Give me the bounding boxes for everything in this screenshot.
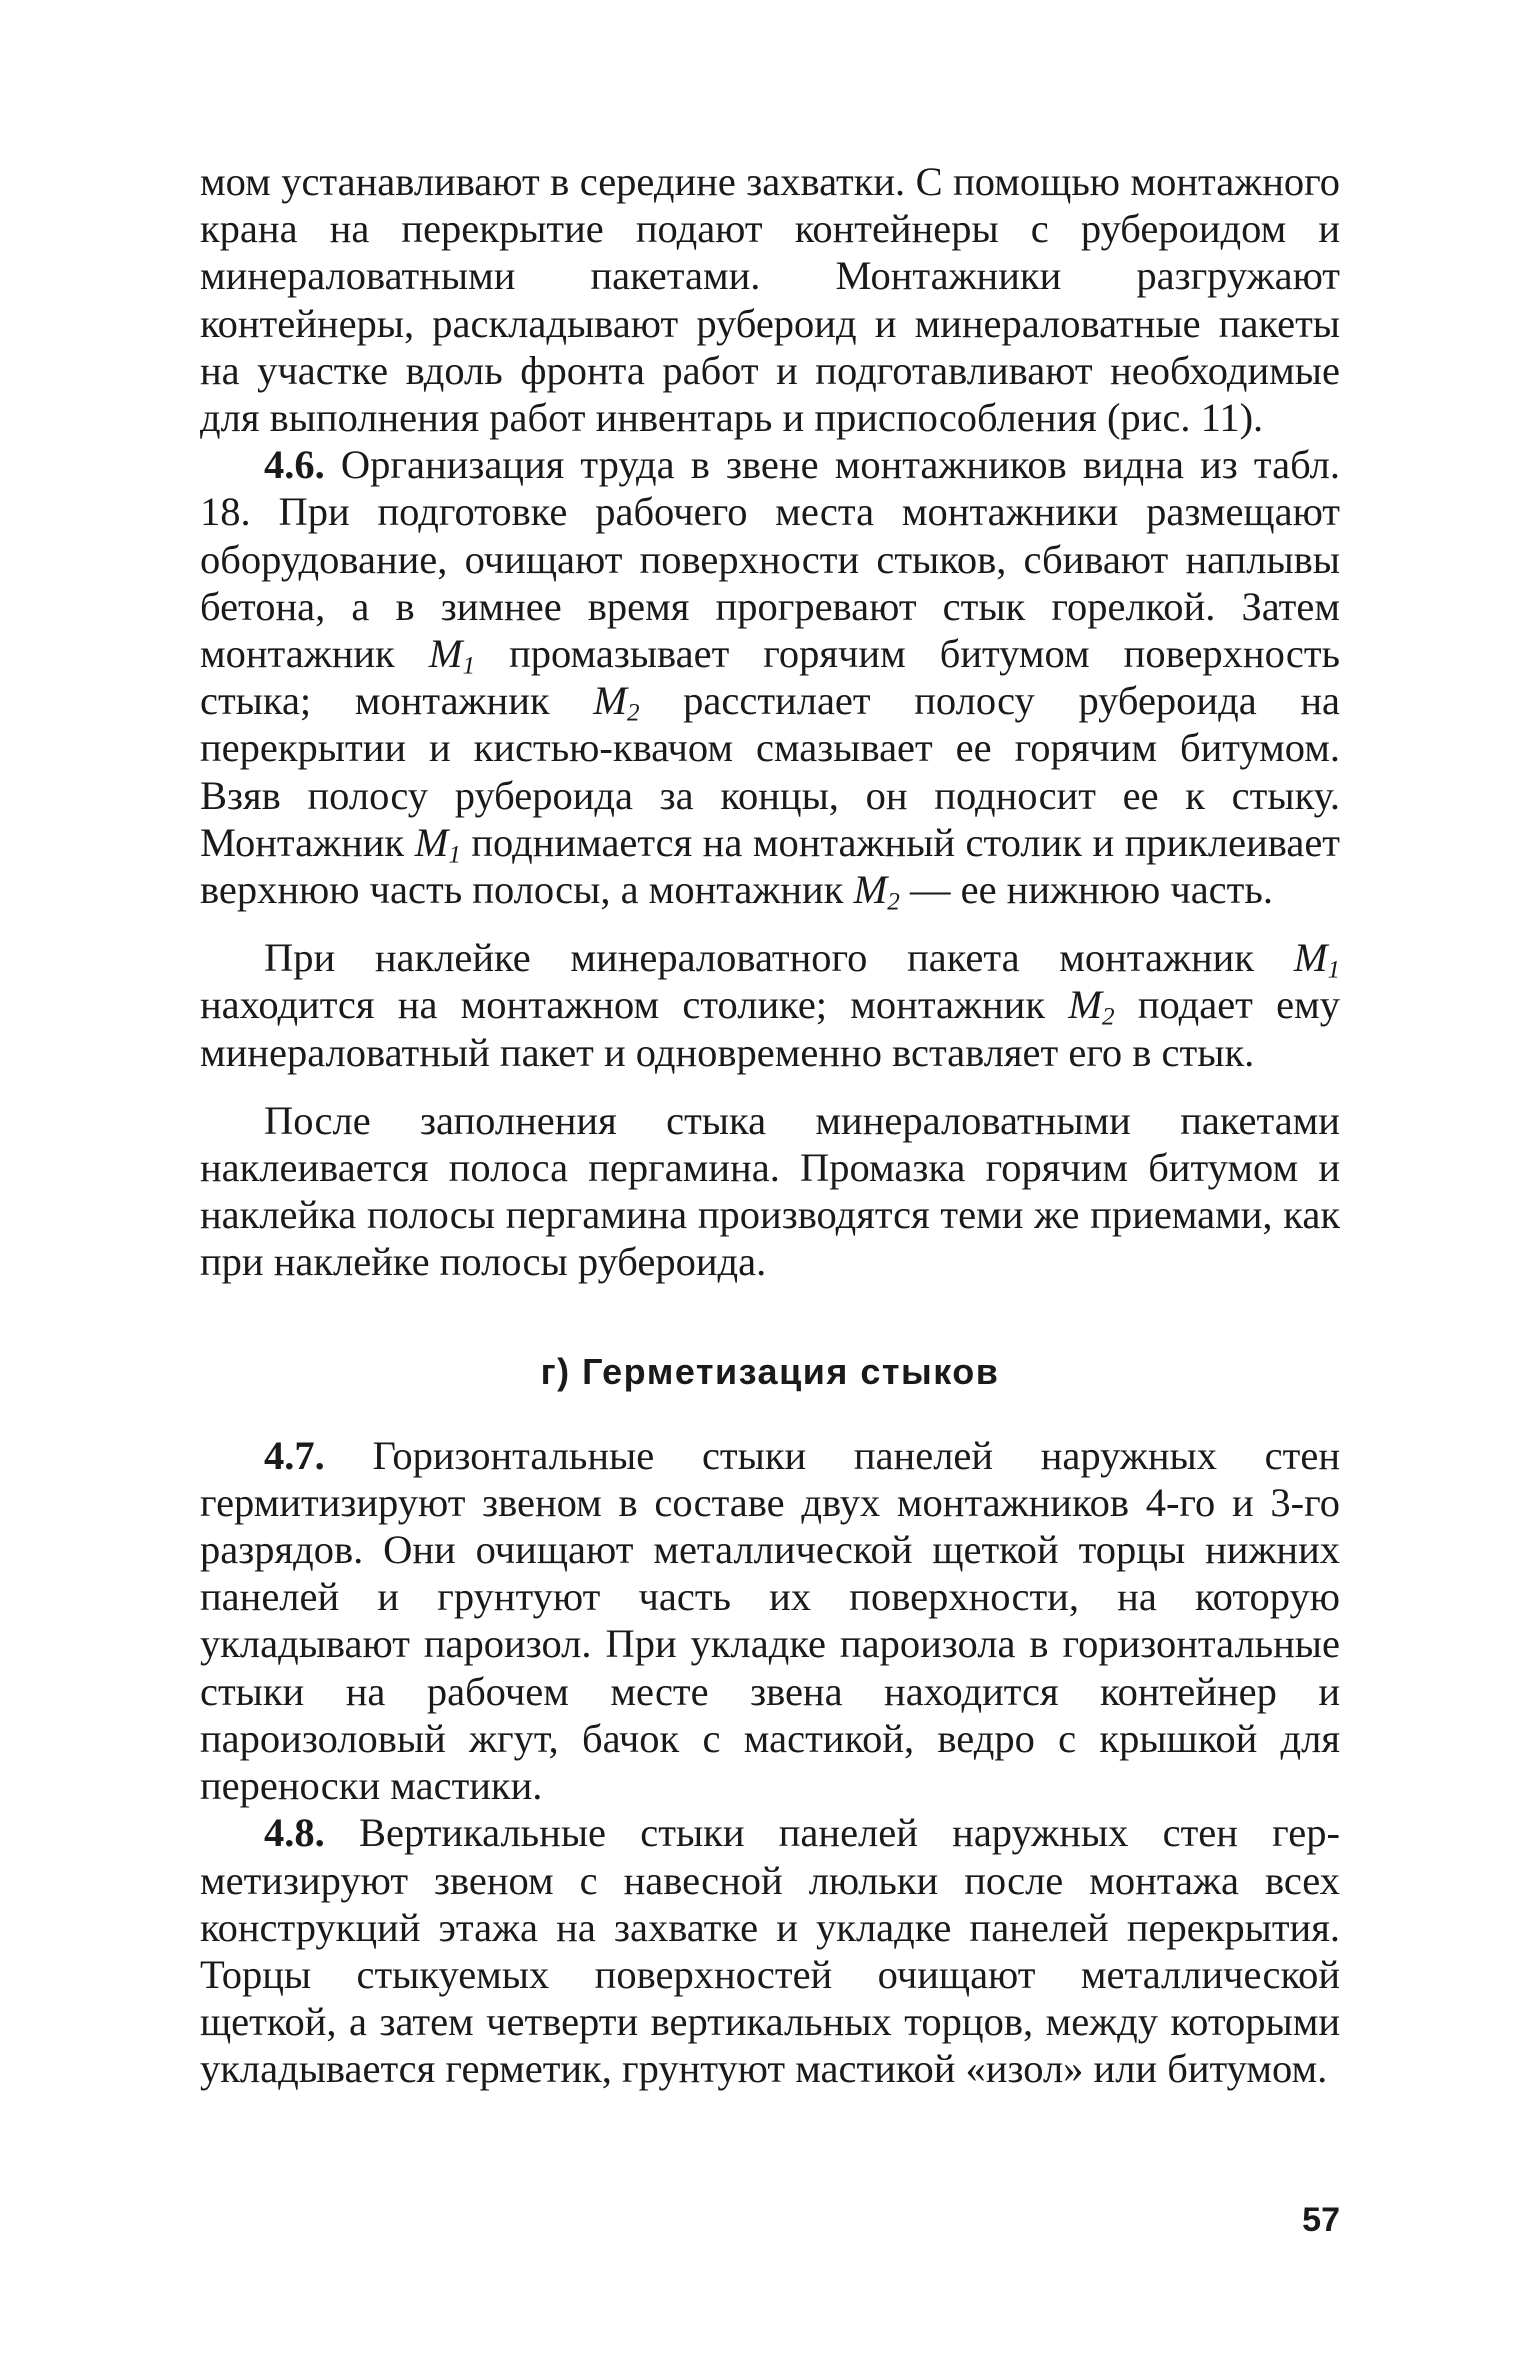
symbol-m2: $M_2$ <box>593 678 640 727</box>
text-segment: Организация труда в звене монтажников видна из табл. 18. При подготовке рабочего места монтажники размещают оборудование, очищают поверхности стыков, сбивают наплывы бетона, а в зимнее время прогревают стык горелкой. Затем монтажник <box>200 442 1340 677</box>
text-segment: расстилает полосу рубероида на перекрытии и кистью-квачом смазывает ее горячим битумом. Взяв полосу рубероида за концы, он подносит ее к стыку. Монтажник <box>200 678 1340 865</box>
item-number-4-6: 4.6. <box>264 442 325 488</box>
paragraph-pergamin: После заполнения стыка минераловатными пакетами наклеивается полоса пергамина. Промазка горячим битумом и наклейка полосы пергамина производятся теми же приемами, как при наклейке полосы рубероида. <box>200 1097 1340 1285</box>
text-segment: Вертикальные стыки панелей наружных стен герметизируют звеном с навесной люльки после монтажа всех конструкций этажа на захватке и укладке панелей перекрытия. Торцы стыкуемых поверхностей очищают металлической щеткой, а затем четверти вертикальных торцов, между которыми укладывается герметик, грунтуют мастикой «изол» или битумом. <box>200 1810 1340 2092</box>
text-segment: подает ему минераловатный пакет и одновременно вставляет его в стык. <box>200 982 1340 1075</box>
paragraph-4-7 <box>200 1432 1340 1810</box>
section-heading: г) Герметизация стыков <box>540 1350 1000 1392</box>
item-number-4-7: 4.7. <box>264 1432 325 1478</box>
symbol-m1: $M_1$ <box>1293 935 1340 984</box>
text-segment: При наклейке минераловатного пакета монтажник <box>264 935 1294 981</box>
paragraph-mineral-pack <box>200 934 1340 1076</box>
paragraph-1: мом устанавливают в середине захватки. С помощью монтажного крана на перекрытие подают контейнеры с рубероидом и минераловатными пакетами. Монтажники разгружают контейнеры, раскладывают рубероид и минераловатные пакеты на участке вдоль фронта работ и подготавливают необходимые для выполнения работ инвентарь и приспособления (рис. 11). <box>200 159 1340 441</box>
paragraph-4-6 <box>200 441 1341 916</box>
text-segment: поднимается на монтажный столик и приклеивает верхнюю часть полосы, а монтажник <box>200 819 1340 913</box>
symbol-m1: $M_1$ <box>414 819 461 869</box>
symbol-m1: $M_1$ <box>428 631 476 680</box>
item-number-4-8: 4.8. <box>264 1810 325 1856</box>
text-segment: Горизонтальные стыки панелей наружных стен гермитизируют звеном в составе двух монтажников 4-го и 3-го разрядов. Они очищают металлической щеткой торцы нижних панелей и грунтуют часть их поверхности, на которую укладывают пароизол. При укладке пароизола в горизонтальные стыки на рабочем месте звена находится контейнер и пароизоловый жгут, бачок с мастикой, ведро с крышкой для переноски мастики. <box>200 1432 1340 1809</box>
symbol-m2: $M_2$ <box>1068 982 1115 1031</box>
text-segment: промазывает горячим битумом поверхность стыка; монтажник <box>200 631 1341 724</box>
text-segment: — ее нижнюю часть. <box>899 867 1273 913</box>
paragraph-4-8 <box>200 1809 1340 2092</box>
symbol-m2: $M_2$ <box>853 867 900 916</box>
page-number: 57 <box>1302 2201 1340 2239</box>
text-segment: находится на монтажном столике; монтажник <box>200 982 1069 1028</box>
page-body <box>200 158 1340 2093</box>
